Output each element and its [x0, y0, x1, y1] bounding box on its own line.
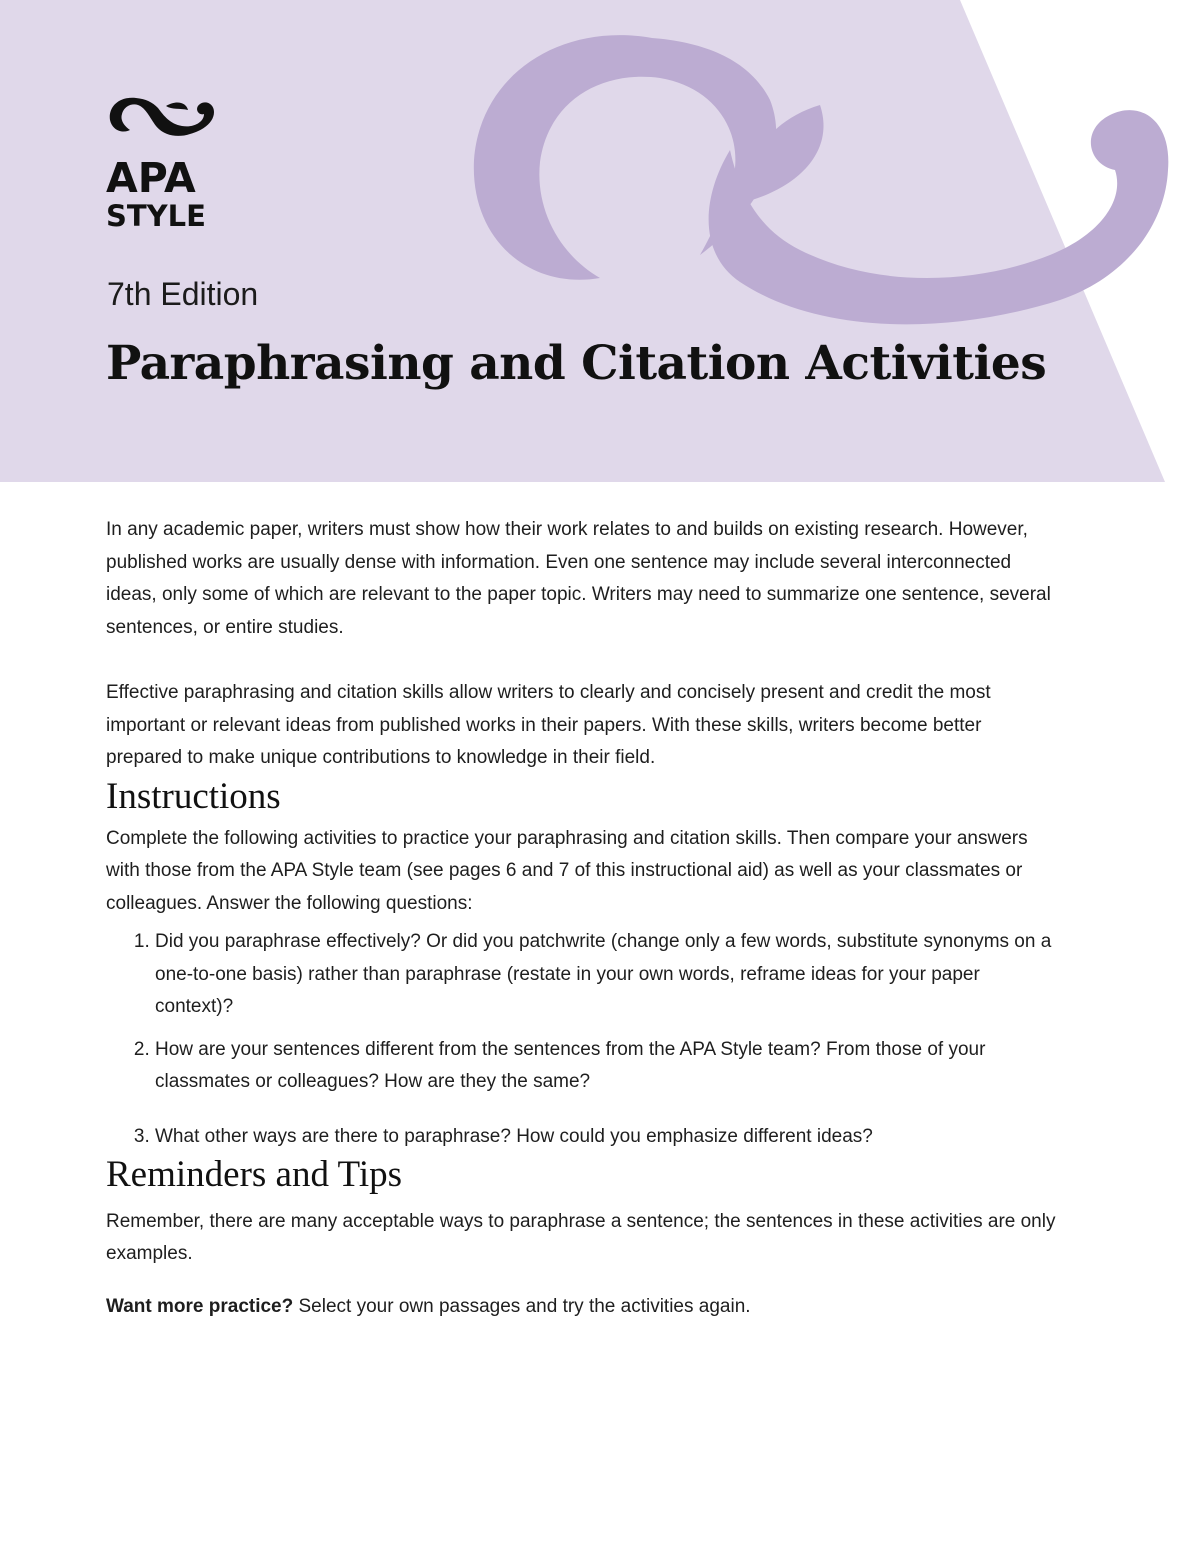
logo-apa-text: APA: [106, 154, 196, 202]
main-content: [106, 514, 1056, 1323]
tips-heading: Reminders and Tips: [106, 1154, 403, 1196]
header-banner: [0, 0, 1200, 482]
more-practice-text: Select your own passages and try the activities again.: [293, 1295, 751, 1317]
page-title: Paraphrasing and Citation Activities: [106, 336, 1047, 391]
intro-paragraph-2: Effective paraphrasing and citation skills allow writers to clearly and concisely present and credit the most important or relevant ideas from published works in their papers. With these skills, writers become better prepared to make unique contributions to knowledge in their field.: [106, 682, 991, 768]
question-item: 1. Did you paraphrase effectively? Or did you patchwrite (change only a few words, substitute synonyms on a one-to-one basis) rather than paraphrase (restate in your own words, reframe ideas for your paper context)?: [155, 926, 1056, 1024]
question-item: 2. How are your sentences different from the sentences from the APA Style team? From those of your classmates or colleagues? How are they the same?: [155, 1034, 1056, 1099]
logo-style-text: STYLE: [106, 199, 206, 233]
question-list: [106, 926, 1056, 1153]
intro-paragraph-1: In any academic paper, writers must show how their work relates to and builds on existing research. However, published works are usually dense with information. Even one sentence may include several interconnected ideas, only some of which are relevant to the paper topic. Writers may need to summarize one sentence, several sentences, or entire studies.: [106, 519, 1051, 638]
more-practice-note: [106, 1291, 1056, 1324]
instructions-text: Complete the following activities to practice your paraphrasing and citation skills. Then compare your answers with those from the APA Style team (see pages 6 and 7 of this instructional aid) as well as your classmates or colleagues. Answer the following questions:: [106, 827, 1028, 914]
apa-style-logo: [106, 92, 226, 233]
question-item: 3. What other ways are there to paraphrase? How could you emphasize different ideas?: [155, 1121, 1056, 1154]
apa-swirl-logo-icon: [106, 92, 218, 140]
more-practice-label: Want more practice?: [106, 1295, 294, 1317]
instructions-heading: Instructions: [106, 775, 281, 817]
tips-text: Remember, there are many acceptable ways to paraphrase a sentence; the sentences in these activities are only examples.: [106, 1210, 1056, 1265]
edition-label: 7th Edition: [107, 276, 259, 312]
